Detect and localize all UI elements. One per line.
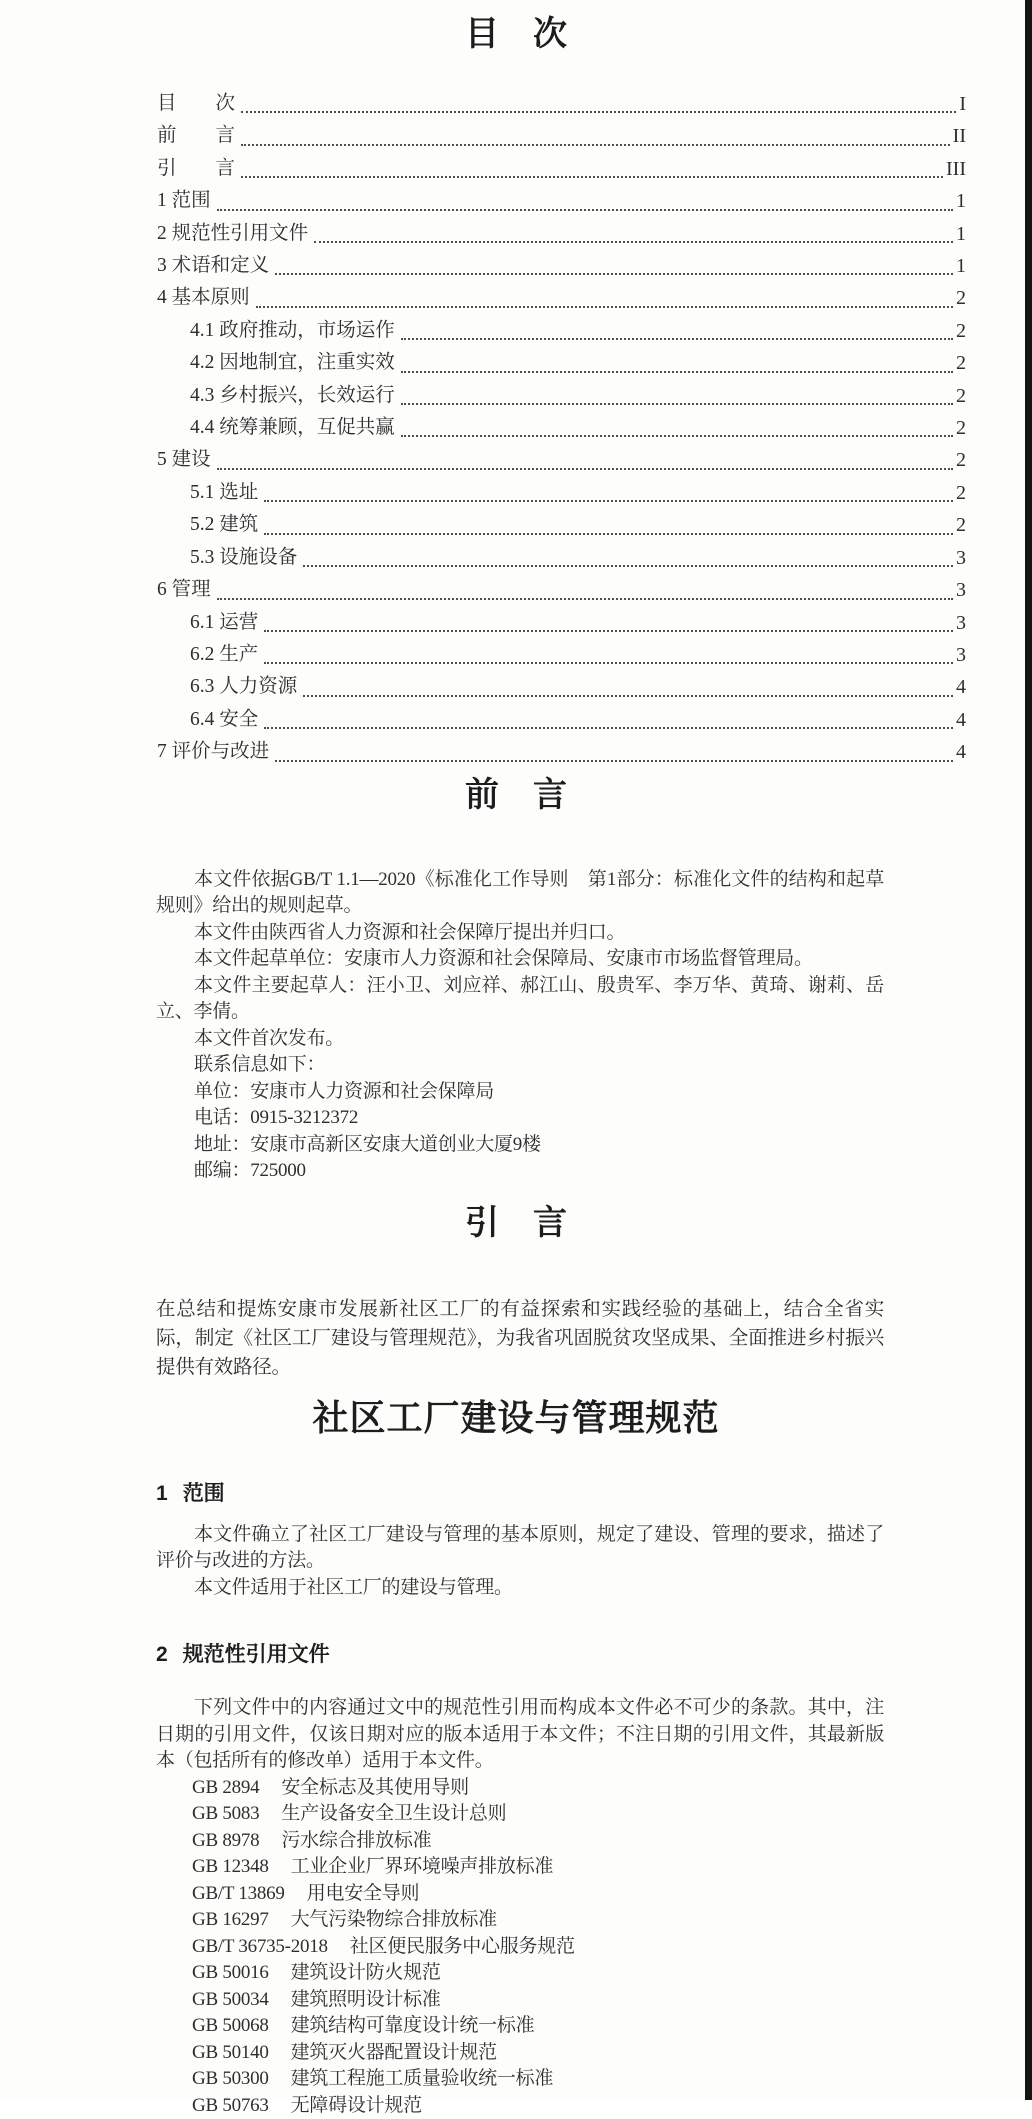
reference-title: 建筑工程施工质量验收统一标准 <box>290 2068 554 2090</box>
toc-entry-label: 6.1 运营 <box>190 611 259 633</box>
foreword-paragraph: 电话：0915-3212372 <box>194 1107 359 1129</box>
toc-title: 目 次 <box>465 15 567 53</box>
reference-title: 建筑设计防火规范 <box>290 1962 441 1984</box>
toc-entry-label: 4.1 政府推动，市场运作 <box>190 319 395 341</box>
toc-entry <box>157 736 966 768</box>
foreword-paragraph: 邮编：725000 <box>194 1160 306 1182</box>
toc-leader-dots <box>264 500 953 502</box>
introduction-title: 引 言 <box>465 1203 567 1242</box>
toc-leader-dots <box>303 695 953 697</box>
toc-leader-dots <box>217 598 953 600</box>
reference-code: GB 8978 <box>192 1829 260 1851</box>
reference-title: 生产设备安全卫生设计总则 <box>281 1803 507 1825</box>
toc-entry-page-number: 1 <box>956 255 966 278</box>
foreword-paragraph: 本文件首次发布。 <box>194 1027 345 1049</box>
toc-leader-dots <box>264 630 953 632</box>
scan-edge-strip <box>1025 0 1032 2100</box>
toc-entry-label: 6.4 安全 <box>190 708 259 730</box>
reference-item <box>156 1907 932 1934</box>
clause-references-title: 规范性引用文件 <box>182 1643 330 1667</box>
toc-entry-label: 6.3 人力资源 <box>190 676 298 698</box>
reference-title: 工业企业厂界环境噪声排放标准 <box>290 1856 554 1878</box>
reference-title: 建筑照明设计标准 <box>290 1988 441 2010</box>
toc-entry-page-number: 2 <box>956 417 966 440</box>
reference-code: GB 50763 <box>192 2094 269 2116</box>
toc-leader-dots <box>241 111 956 113</box>
toc-entry-label: 引 言 <box>157 157 236 179</box>
reference-code: GB 5083 <box>192 1803 260 1825</box>
toc-entry-label: 目 次 <box>157 93 236 114</box>
toc-entry <box>157 639 966 671</box>
toc-entry-page-number: 2 <box>956 449 966 472</box>
toc-entry-page-number: 3 <box>956 579 966 602</box>
clause-references-heading <box>156 1641 884 1669</box>
toc-leader-dots <box>241 144 950 146</box>
reference-code: GB 50068 <box>192 2015 269 2037</box>
toc-entry-page-number: 2 <box>956 514 966 537</box>
toc-leader-dots <box>275 760 953 762</box>
reference-code: GB/T 36735-2018 <box>192 1935 328 1957</box>
reference-item <box>156 2066 932 2093</box>
toc-leader-dots <box>401 371 953 373</box>
toc-entry-label: 4.2 因地制宜，注重实效 <box>190 352 395 374</box>
reference-code: GB 2894 <box>192 1776 260 1798</box>
reference-item <box>156 1934 932 1961</box>
toc-entry-page-number: III <box>946 157 966 180</box>
toc-entry-label: 7 评价与改进 <box>157 741 270 763</box>
reference-item <box>156 1987 932 2014</box>
reference-item <box>156 1854 932 1881</box>
reference-item <box>156 1960 932 1987</box>
toc-entry <box>157 315 966 347</box>
reference-code: GB 50140 <box>192 2041 269 2063</box>
reference-item <box>156 1775 932 1802</box>
reference-title: 建筑结构可靠度设计统一标准 <box>290 2015 535 2037</box>
toc-entry-page-number: 4 <box>956 741 966 764</box>
toc-entry-label: 5.2 建筑 <box>190 514 259 536</box>
toc-entry-label: 5.1 选址 <box>190 481 259 503</box>
toc-entry-page-number: 1 <box>956 222 966 245</box>
toc-leader-dots <box>217 468 953 470</box>
toc-leader-dots <box>217 209 953 211</box>
standard-title: 社区工厂建设与管理规范 <box>312 1396 720 1438</box>
introduction-paragraph: 在总结和提炼安康市发展新社区工厂的有益探索和实践经验的基础上，结合全省实际，制定《社区工厂建设与管理规范》，为我省巩固脱贫攻坚成果、全面推进乡村振兴提供有效路径。 <box>156 1298 884 1378</box>
toc-entry <box>157 347 966 379</box>
toc-list <box>157 88 966 769</box>
reference-title: 社区便民服务中心服务规范 <box>349 1935 575 1957</box>
toc-entry-page-number: 4 <box>956 676 966 699</box>
toc-leader-dots <box>275 273 953 275</box>
foreword-paragraph: 单位：安康市人力资源和社会保障局 <box>194 1080 495 1102</box>
toc-leader-dots <box>401 435 953 437</box>
toc-entry-page-number: 3 <box>956 643 966 666</box>
toc-entry-page-number: 2 <box>956 384 966 407</box>
foreword-body <box>156 867 884 1185</box>
toc-leader-dots <box>401 338 953 340</box>
toc-entry <box>157 380 966 412</box>
toc-leader-dots <box>241 176 943 178</box>
reference-item <box>156 1801 932 1828</box>
toc-entry <box>157 250 966 282</box>
reference-item <box>156 2093 932 2119</box>
clause-scope-paragraph: 本文件确立了社区工厂建设与管理的基本原则，规定了建设、管理的要求，描述了评价与改进的方法。 <box>156 1523 884 1572</box>
reference-title: 安全标志及其使用导则 <box>281 1776 469 1798</box>
toc-leader-dots <box>401 403 953 405</box>
toc-entry-label: 4.4 统筹兼顾，互促共赢 <box>190 417 395 439</box>
toc-entry-label: 5 建设 <box>157 449 211 471</box>
foreword-paragraph: 地址：安康市高新区安康大道创业大厦9楼 <box>194 1133 541 1155</box>
toc-entry <box>157 88 966 120</box>
toc-leader-dots <box>264 727 953 729</box>
toc-entry <box>157 153 966 185</box>
reference-title: 无障碍设计规范 <box>290 2094 422 2116</box>
reference-item <box>156 2040 932 2067</box>
toc-leader-dots <box>303 565 953 567</box>
toc-entry <box>157 120 966 152</box>
reference-list <box>156 1775 932 2119</box>
toc-entry-page-number: 3 <box>956 611 966 634</box>
clause-scope-body <box>156 1522 884 1602</box>
foreword-paragraph: 本文件主要起草人：汪小卫、刘应祥、郝江山、殷贵军、李万华、黄琦、谢莉、岳立、李倩。 <box>156 974 884 1023</box>
toc-leader-dots <box>256 306 953 308</box>
toc-leader-dots <box>264 662 953 664</box>
toc-entry-page-number: 1 <box>956 190 966 213</box>
reference-item <box>156 1881 932 1908</box>
toc-entry <box>157 282 966 314</box>
toc-entry <box>157 509 966 541</box>
clause-scope-number: 1 <box>156 1481 168 1505</box>
foreword-paragraph: 本文件由陕西省人力资源和社会保障厅提出并归口。 <box>194 921 626 943</box>
toc-entry-label: 6 管理 <box>157 579 211 601</box>
toc-entry <box>157 574 966 606</box>
introduction-body <box>156 1295 884 1382</box>
toc-entry <box>157 412 966 444</box>
toc-entry <box>157 607 966 639</box>
toc-entry-page-number: 2 <box>956 481 966 504</box>
toc-entry <box>157 671 966 703</box>
foreword-paragraph: 联系信息如下： <box>194 1054 326 1076</box>
toc-entry <box>157 477 966 509</box>
reference-code: GB/T 13869 <box>192 1882 285 1904</box>
toc-entry <box>157 185 966 217</box>
reference-code: GB 12348 <box>192 1856 269 1878</box>
clause-references-number: 2 <box>156 1643 168 1667</box>
toc-entry-page-number: 2 <box>956 352 966 375</box>
toc-entry-page-number: 3 <box>956 546 966 569</box>
reference-code: GB 50016 <box>192 1962 269 1984</box>
clause-scope-title: 范围 <box>182 1481 225 1505</box>
reference-code: GB 16297 <box>192 1909 269 1931</box>
toc-entry-page-number: II <box>952 125 966 148</box>
toc-entry-page-number: 2 <box>956 287 966 310</box>
toc-entry <box>157 542 966 574</box>
toc-entry-label: 前 言 <box>157 125 236 147</box>
foreword-paragraph: 本文件依据GB/T 1.1—2020《标准化工作导则 第1部分：标准化文件的结构和起草规则》给出的规则起草。 <box>156 868 884 917</box>
reference-item <box>156 1828 932 1855</box>
toc-entry-label: 6.2 生产 <box>190 643 259 665</box>
toc-entry-page-number: 2 <box>956 319 966 342</box>
reference-item <box>156 2013 932 2040</box>
toc-entry-label: 4 基本原则 <box>157 287 250 309</box>
reference-title: 大气污染物综合排放标准 <box>290 1909 497 1931</box>
foreword-paragraph: 本文件起草单位：安康市人力资源和社会保障局、安康市市场监督管理局。 <box>194 948 813 970</box>
clause-references-lead <box>156 1695 884 1775</box>
toc-leader-dots <box>314 241 953 243</box>
toc-entry-page-number: I <box>959 93 966 115</box>
toc-entry <box>157 444 966 476</box>
toc-entry-label: 3 术语和定义 <box>157 255 270 277</box>
foreword-title: 前 言 <box>465 775 567 814</box>
toc-entry-page-number: 4 <box>956 708 966 731</box>
clause-references-lead-paragraph: 下列文件中的内容通过文中的规范性引用而构成本文件必不可少的条款。其中，注日期的引用文件，仅该日期对应的版本适用于本文件；不注日期的引用文件，其最新版本（包括所有的修改单）适用于本文件。 <box>156 1697 884 1772</box>
toc-entry <box>157 704 966 736</box>
toc-entry-label: 5.3 设施设备 <box>190 546 298 568</box>
reference-code: GB 50034 <box>192 1988 269 2010</box>
clause-scope-heading <box>156 1480 884 1508</box>
toc-entry-label: 1 范围 <box>157 190 211 212</box>
reference-title: 用电安全导则 <box>306 1882 420 1904</box>
toc-entry <box>157 218 966 250</box>
toc-entry-label: 4.3 乡村振兴，长效运行 <box>190 384 395 406</box>
toc-entry-label: 2 规范性引用文件 <box>157 222 309 244</box>
reference-code: GB 50300 <box>192 2068 269 2090</box>
reference-title: 污水综合排放标准 <box>281 1829 432 1851</box>
toc-leader-dots <box>264 533 953 535</box>
reference-title: 建筑灭火器配置设计规范 <box>290 2041 497 2063</box>
clause-scope-paragraph: 本文件适用于社区工厂的建设与管理。 <box>194 1576 513 1598</box>
